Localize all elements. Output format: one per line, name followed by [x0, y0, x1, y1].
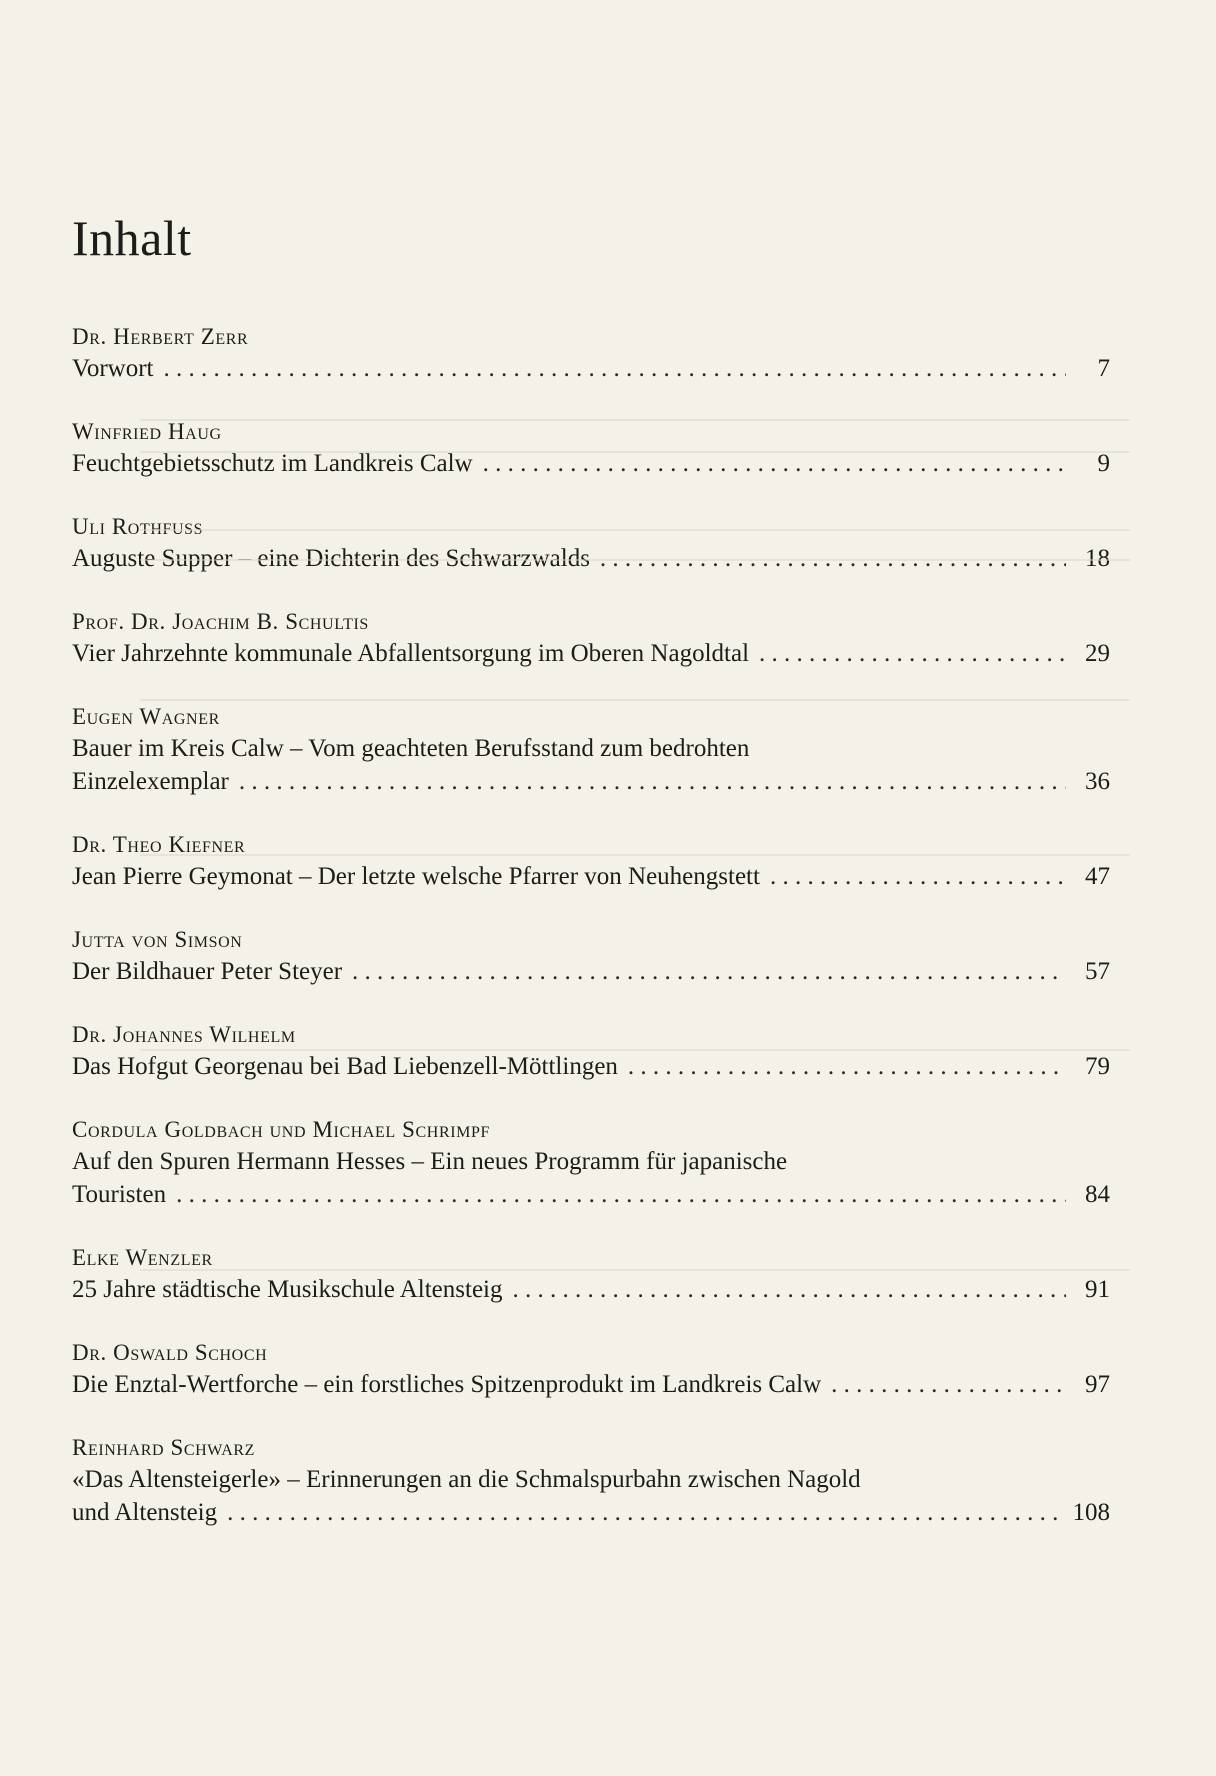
entry-title: 25 Jahre städtische Musikschule Altensteig — [72, 1276, 503, 1303]
entry-page-number: 79 — [1085, 1053, 1110, 1080]
toc-entry[interactable] — [72, 1338, 1110, 1401]
toc-entry[interactable] — [72, 1433, 1110, 1529]
entry-title: Vier Jahrzehnte kommunale Abfallentsorgung im Oberen Nagoldtal — [72, 640, 750, 667]
toc-entry[interactable] — [72, 702, 1110, 798]
entry-title: Das Hofgut Georgenau bei Bad Liebenzell-Möttlingen — [72, 1053, 618, 1080]
entry-page-number: 29 — [1085, 640, 1110, 667]
entry-title-line-2: Einzelexemplar — [72, 768, 229, 795]
entry-author: Jutta von Simson — [72, 927, 243, 952]
dot-leader — [239, 765, 1066, 798]
page-title: Inhalt — [72, 210, 192, 266]
toc-entry[interactable] — [72, 1020, 1110, 1083]
dot-leader — [759, 637, 1066, 670]
dot-leader — [600, 542, 1066, 575]
toc-entry[interactable] — [72, 830, 1110, 893]
entry-page-number: 57 — [1085, 958, 1110, 985]
toc-entry[interactable] — [72, 512, 1110, 575]
entry-author: Eugen Wagner — [72, 704, 220, 729]
entry-author: Elke Wenzler — [72, 1245, 213, 1270]
entry-author: Cordula Goldbach und Michael Schrimpf — [72, 1117, 490, 1142]
entry-title-line-2: Touristen — [72, 1181, 167, 1208]
toc-entry[interactable] — [72, 1243, 1110, 1306]
entry-author: Dr. Johannes Wilhelm — [72, 1022, 296, 1047]
entry-author: Winfried Haug — [72, 419, 222, 444]
entry-title-line-2: und Altensteig — [72, 1499, 218, 1526]
entry-page-number: 84 — [1085, 1181, 1110, 1208]
entry-title: Auguste Supper – eine Dichterin des Schwarzwalds — [72, 545, 590, 572]
entry-author: Uli Rothfuss — [72, 514, 204, 539]
dot-leader — [483, 447, 1066, 480]
entry-author: Dr. Theo Kiefner — [72, 832, 246, 857]
entry-page-number: 36 — [1085, 768, 1110, 795]
entry-title: Vorwort — [72, 355, 154, 382]
entry-page-number: 47 — [1085, 863, 1110, 890]
toc-entry[interactable] — [72, 322, 1110, 385]
dot-leader — [628, 1050, 1066, 1083]
toc-entry[interactable] — [72, 925, 1110, 988]
entry-page-number: 91 — [1085, 1276, 1110, 1303]
dot-leader — [176, 1178, 1066, 1211]
entry-title: Jean Pierre Geymonat – Der letzte welsche Pfarrer von Neuhengstett — [72, 863, 760, 890]
toc-entry[interactable] — [72, 1115, 1110, 1211]
entry-title: Feuchtgebietsschutz im Landkreis Calw — [72, 450, 473, 477]
entry-author: Dr. Herbert Zerr — [72, 324, 249, 349]
entry-title-line-1: Bauer im Kreis Calw – Vom geachteten Berufsstand zum bedrohten — [72, 735, 750, 762]
entry-page-number: 7 — [1097, 355, 1110, 382]
dot-leader — [512, 1273, 1066, 1306]
dot-leader — [227, 1496, 1058, 1529]
entry-author: Dr. Oswald Schoch — [72, 1340, 268, 1365]
entry-title: Die Enztal-Wertforche – ein forstliches Spitzenprodukt im Landkreis Calw — [72, 1371, 822, 1398]
entry-author: Reinhard Schwarz — [72, 1435, 256, 1460]
entry-author: Prof. Dr. Joachim B. Schultis — [72, 609, 369, 634]
dot-leader — [831, 1368, 1066, 1401]
entry-page-number: 97 — [1085, 1371, 1110, 1398]
toc-entry[interactable] — [72, 417, 1110, 480]
dot-leader — [352, 955, 1066, 988]
entry-page-number: 18 — [1085, 545, 1110, 572]
entry-page-number: 108 — [1072, 1499, 1110, 1526]
entry-title-line-1: «Das Altensteigerle» – Erinnerungen an die Schmalspurbahn zwischen Nagold — [72, 1466, 861, 1493]
entry-title-line-1: Auf den Spuren Hermann Hesses – Ein neues Programm für japanische — [72, 1148, 788, 1175]
dot-leader — [163, 352, 1066, 385]
entry-title: Der Bildhauer Peter Steyer — [72, 958, 343, 985]
entry-page-number: 9 — [1097, 450, 1110, 477]
toc-entry[interactable] — [72, 607, 1110, 670]
dot-leader — [770, 860, 1066, 893]
